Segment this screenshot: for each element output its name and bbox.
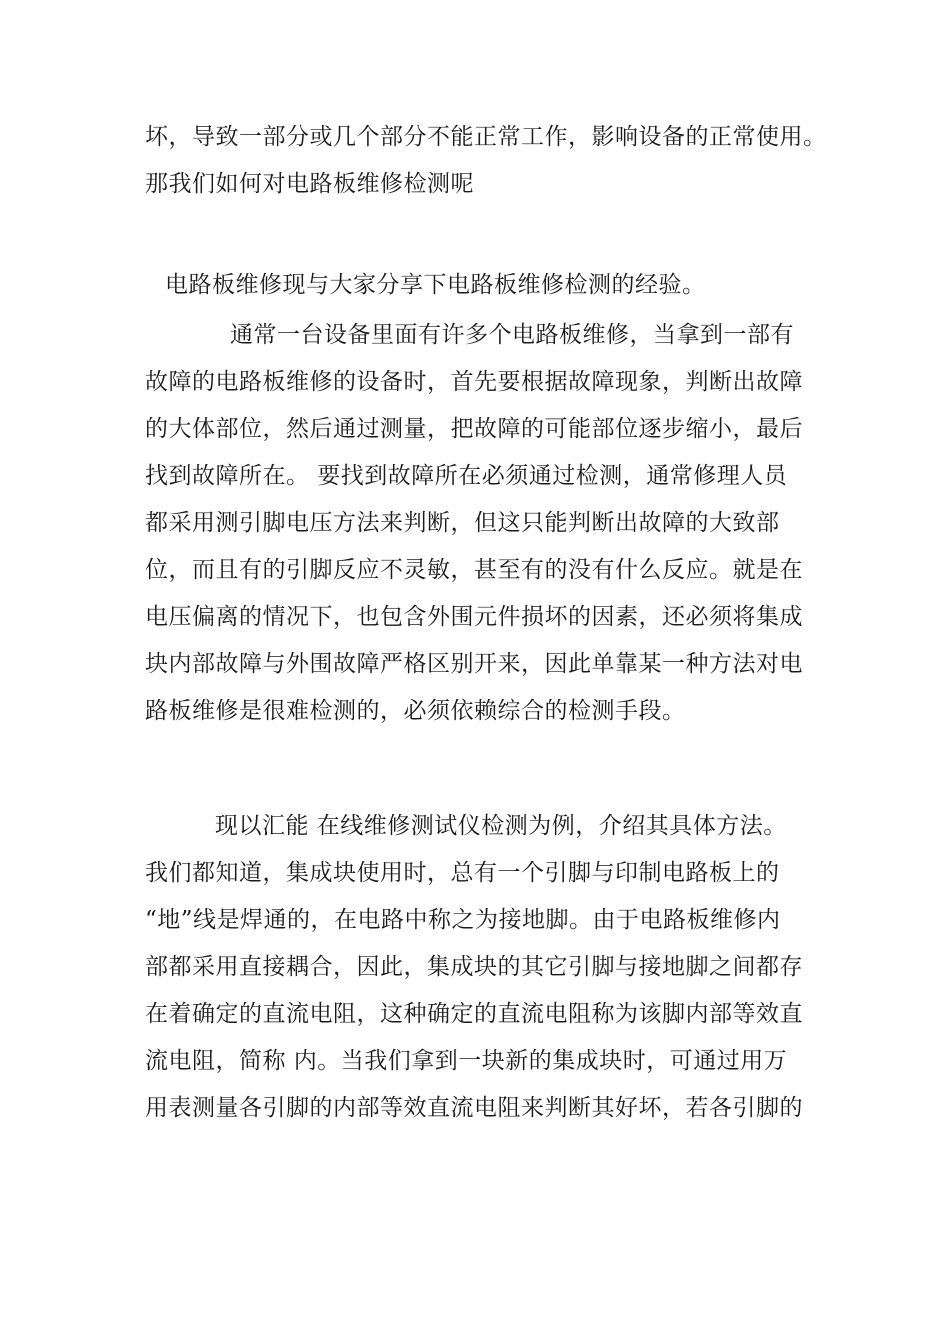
paragraph-line: 部都采用直接耦合，因此，集成块的其它引脚与接地脚之间都存 — [145, 954, 803, 980]
paragraph-3 — [145, 312, 810, 735]
paragraph-line: 找到故障所在。 要找到故障所在必须通过检测，通常修理人员 — [145, 463, 788, 489]
paragraph-line: 电压偏离的情况下，也包含外围元件损坏的因素，还必须将集成 — [145, 604, 803, 630]
paragraph-line: 通常一台设备里面有许多个电路板维修，当拿到一部有 — [230, 322, 794, 348]
paragraph-line: 坏，导致一部分或几个部分不能正常工作，影响设备的正常使用。 — [145, 124, 827, 150]
paragraph-line: 都采用测引脚电压方法来判断，但这只能判断出故障的大致部 — [145, 510, 780, 536]
paragraph-line: 那我们如何对电路板维修检测呢 — [145, 171, 474, 197]
paragraph-line: 电路板维修现与大家分享下电路板维修检测的经验。 — [165, 272, 706, 298]
paragraph-line: “地”线是焊通的，在电路中称之为接地脚。由于电路板维修内 — [145, 907, 781, 933]
paragraph-line: 在着确定的直流电阻，这种确定的直流电阻称为该脚内部等效直 — [145, 1001, 803, 1027]
paragraph-line: 的大体部位，然后通过测量，把故障的可能部位逐步缩小，最后 — [145, 416, 803, 442]
paragraph-line: 用表测量各引脚的内部等效直流电阻来判断其好坏，若各引脚的 — [145, 1095, 803, 1121]
paragraph-1 — [145, 114, 827, 208]
paragraph-line: 故障的电路板维修的设备时，首先要根据故障现象，判断出故障 — [145, 369, 803, 395]
paragraph-2 — [145, 262, 810, 309]
paragraph-line: 块内部故障与外围故障严格区别开来，因此单靠某一种方法对电 — [145, 651, 803, 677]
paragraph-line: 路板维修是很难检测的，必须依赖综合的检测手段。 — [145, 698, 686, 724]
paragraph-line: 现以汇能 在线维修测试仪检测为例，介绍其具体方法。 — [215, 813, 787, 839]
paragraph-line: 位，而且有的引脚反应不灵敏，甚至有的没有什么反应。就是在 — [145, 557, 803, 583]
paragraph-4 — [145, 803, 810, 1132]
paragraph-line: 流电阻，简称 内。当我们拿到一块新的集成块时，可通过用万 — [145, 1048, 788, 1074]
paragraph-line: 我们都知道，集成块使用时，总有一个引脚与印制电路板上的 — [145, 860, 780, 886]
